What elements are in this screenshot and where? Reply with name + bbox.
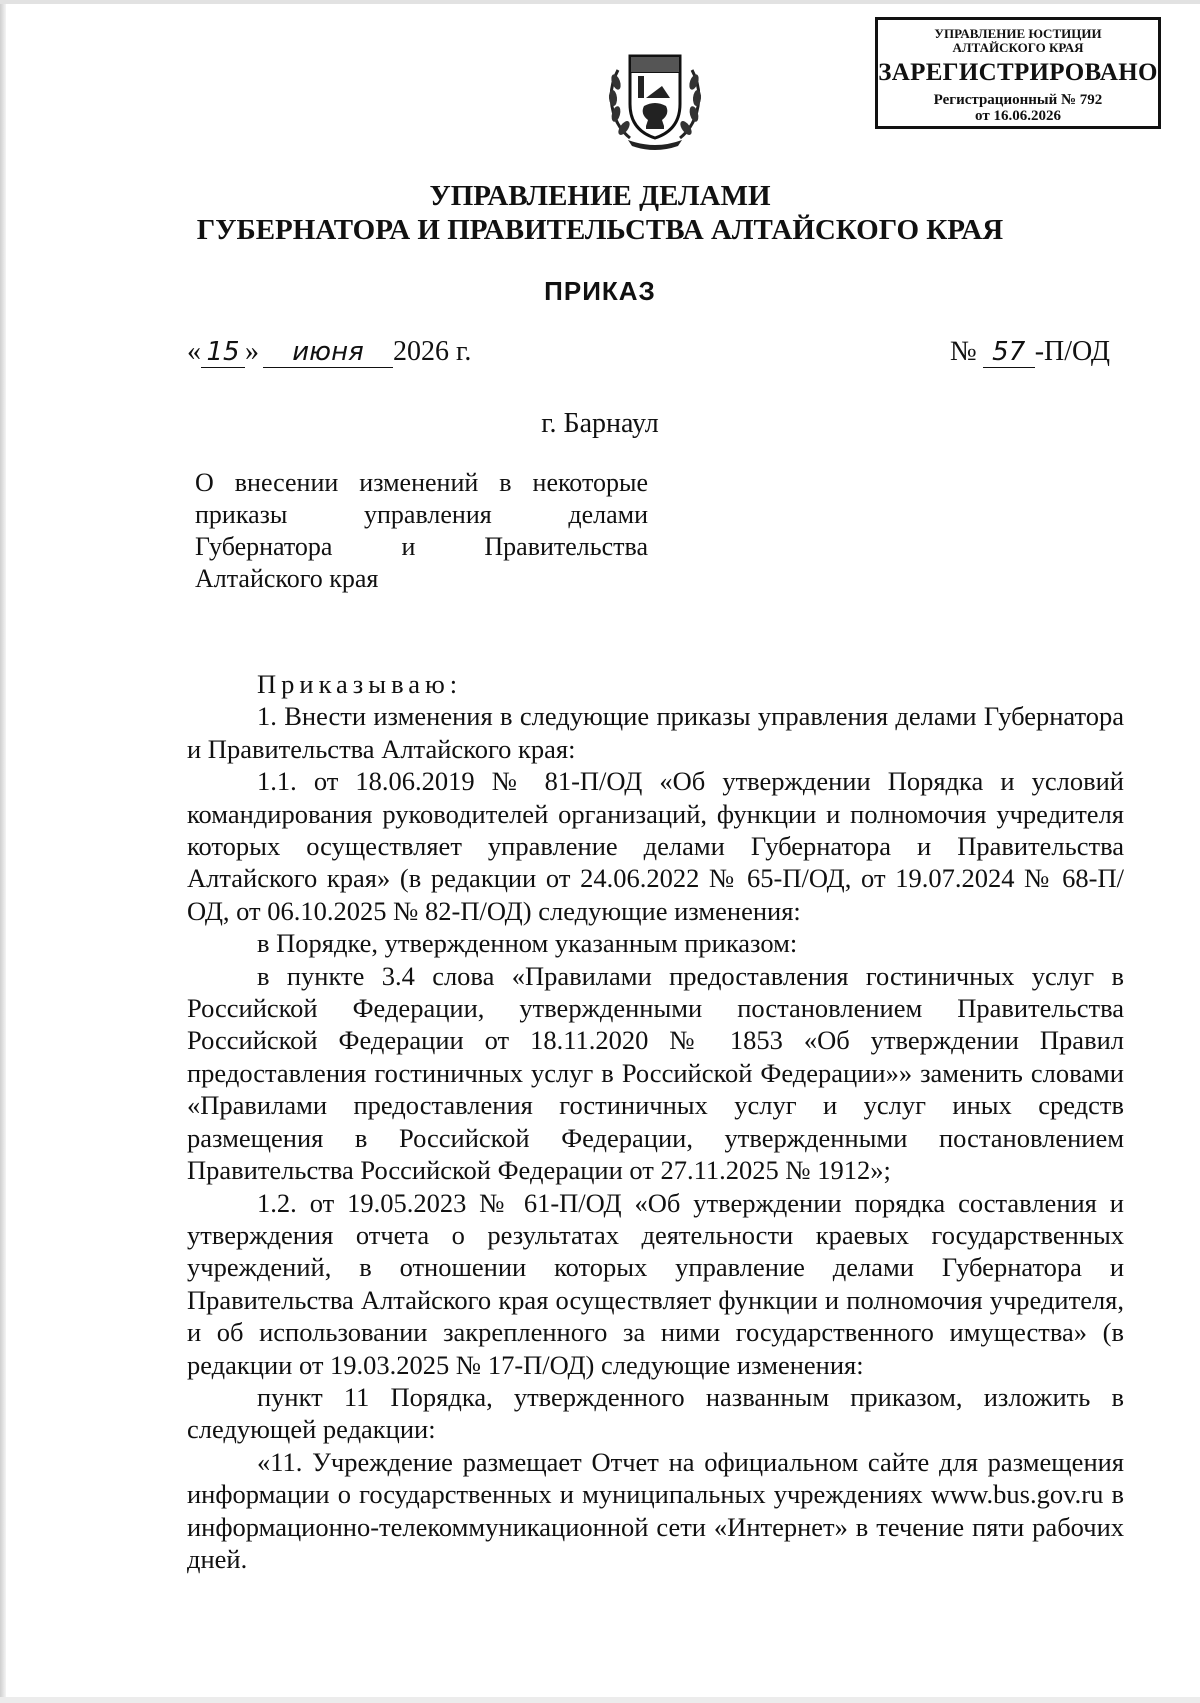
number-handwritten: 57 [983, 337, 1035, 368]
stamp-reg-number: Регистрационный № 792 [933, 91, 1103, 108]
order-number [950, 336, 1110, 368]
altai-krai-coat-of-arms-icon [600, 42, 710, 154]
stamp-status: ЗАРЕГИСТРИРОВАНО [878, 59, 1158, 87]
order-body [187, 668, 1124, 1575]
paragraph-1-2: 1.2. от 19.05.2023 № 61-П/ОД «Об утверждении порядка составления и утверждения отчета о результатах деятельности краевых государственных учреждений, в отношении которых управление делами Губернатора и Правительства Алтайского края осуществляет функции и полномочия учредителя, и об использовании закрепленного за ними государственного имущества» (в редакции от 19.03.2025 № 17-П/ОД) следующие изменения: [187, 1187, 1124, 1380]
paragraph-1: 1. Внести изменения в следующие приказы управления делами Губернатора и Правительства Алтайского края: [187, 701, 1124, 764]
paragraph-1-2-intro: пункт 11 Порядка, утвержденного названным приказом, изложить в следующей редакции: [187, 1381, 1124, 1445]
paragraph-1-1-intro: в Порядке, утвержденном указанным приказом: [257, 928, 798, 959]
paragraph-1-2-text: «11. Учреждение размещает Отчет на официальном сайте для размещения информации о государственных и муниципальных учреждениях www.bus.gov.ru в информационно-телекоммуникационной сети «Интернет» в течение пяти рабочих дней. [187, 1446, 1124, 1574]
org-header-line1: УПРАВЛЕНИЕ ДЕЛАМИ [429, 180, 771, 212]
stamp-org-line2: АЛТАЙСКОГО КРАЯ [952, 39, 1084, 55]
number-prefix: № [950, 336, 977, 367]
date-open-quote: « [187, 336, 201, 367]
stamp-org-line1: УПРАВЛЕНИЕ ЮСТИЦИИ [934, 26, 1102, 41]
city: г. Барнаул [541, 408, 659, 439]
date-day-handwritten: 15 [201, 337, 245, 368]
order-date [187, 336, 471, 368]
stamp-organization [878, 27, 1158, 54]
stamp-reg-date: от 16.06.2026 [975, 108, 1061, 125]
registration-stamp [875, 17, 1161, 129]
org-header-line2: ГУБЕРНАТОРА И ПРАВИТЕЛЬСТВА АЛТАЙСКОГО КРАЯ [196, 214, 1004, 246]
scan-edge-left [0, 0, 6, 1703]
document-type-title: ПРИКАЗ [544, 276, 656, 306]
paragraph-1-1-change: в пункте 3.4 слова «Правилами предоставления гостиничных услуг в Российской Федерации, утвержденными постановлением Правительства Российской Федерации от 18.11.2020 № 1853 «Об утверждении Правил предоставления гостиничных услуг в Российской Федерации»» заменить словами «Правилами предоставления гостиничных услуг и услуг иных средств размещения в Российской Федерации, утвержденными постановлением Правительства Российской Федерации от 27.11.2025 № 1912»; [187, 960, 1124, 1186]
date-month-handwritten: июня [263, 337, 393, 368]
date-year: 2026 г. [393, 336, 472, 367]
scan-edge-top [0, 0, 1200, 4]
scan-edge-bottom [0, 1697, 1200, 1703]
date-close-quote: » [245, 336, 259, 367]
number-suffix: -П/ОД [1034, 336, 1110, 367]
order-word: Приказываю: [257, 669, 463, 699]
order-subject: О внесении изменений в некоторые приказы управления делами Губернатора и Правительства Алтайского края [195, 468, 648, 593]
paragraph-1-1: 1.1. от 18.06.2019 № 81-П/ОД «Об утверждении Порядка и условий командирования руководителей организаций, функции и полномочия учредителя которых осуществляет управление делами Губернатора и Правительства Алтайского края» (в редакции от 24.06.2022 № 65-П/ОД, от 19.07.2024 № 68-П/ОД, от 06.10.2025 № 82-П/ОД) следующие изменения: [187, 766, 1124, 926]
